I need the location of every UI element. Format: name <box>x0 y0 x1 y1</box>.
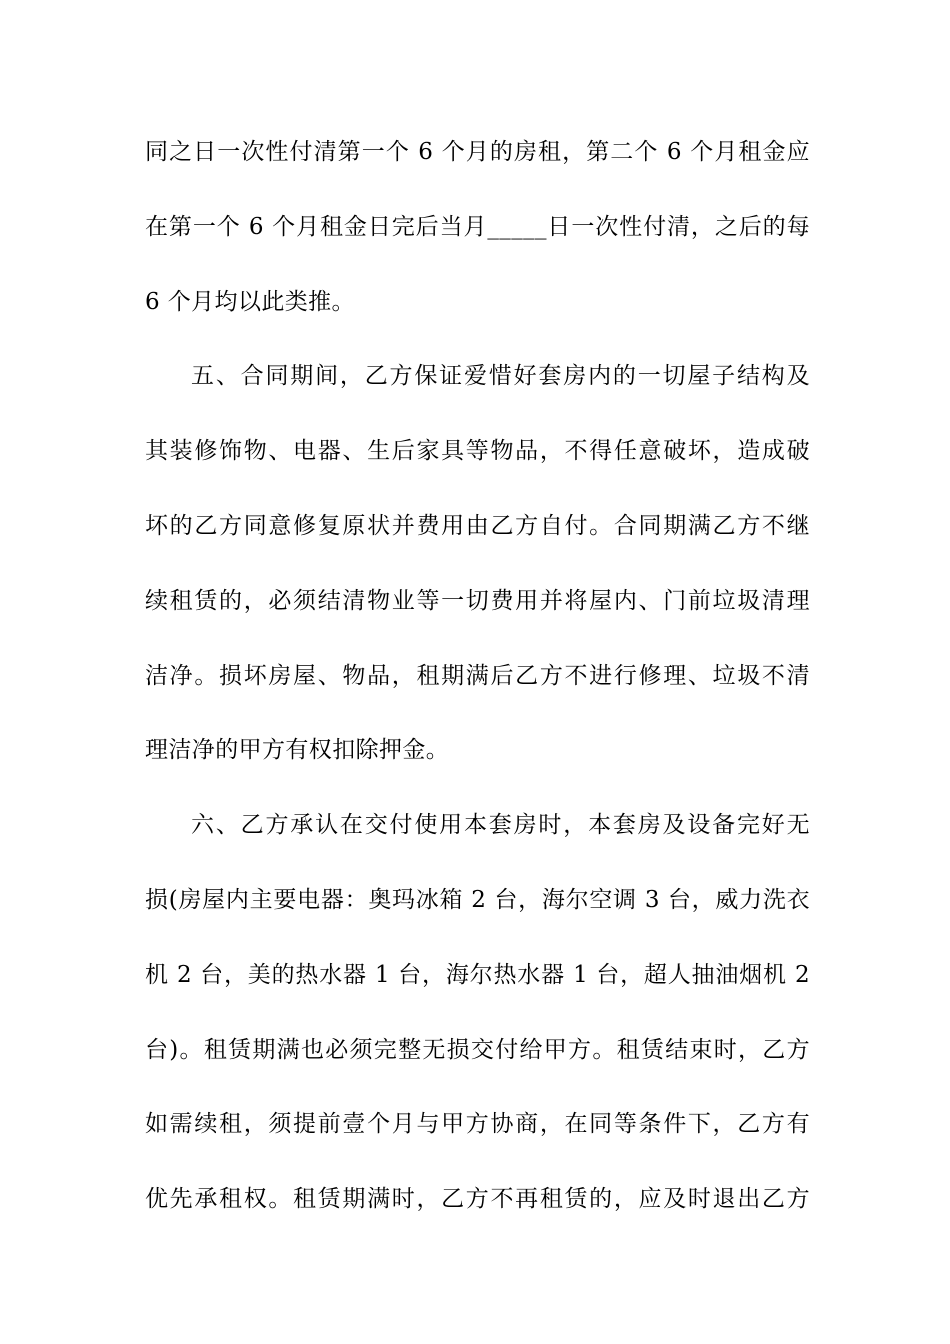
text-line: 6 个月均以此类推。 <box>145 288 355 315</box>
contract-body-text <box>145 128 810 1250</box>
text-line: 如需续租，须提前壹个月与甲方协商，在同等条件下，乙方有 <box>145 1111 810 1138</box>
text-line: 同之日一次性付清第一个 6 个月的房租，第二个 6 个月租金应 <box>145 139 810 165</box>
clause-five-first-line: 五、合同期间，乙方保证爱惜好套房内的一切屋子结构及 <box>191 363 810 390</box>
text-line: 洁净。损坏房屋、物品，租期满后乙方不进行修理、垃圾不清 <box>145 662 810 689</box>
text-line: 坏的乙方同意修复原状并费用由乙方自付。合同期满乙方不继 <box>145 512 810 539</box>
clause-six-first-line: 六、乙方承认在交付使用本套房时，本套房及设备完好无 <box>191 812 810 839</box>
text-line: 损(房屋内主要电器：奥玛冰箱 2 台，海尔空调 3 台，威力洗衣 <box>145 886 810 913</box>
text-line: 续租赁的，必须结清物业等一切费用并将屋内、门前垃圾清理 <box>145 587 810 614</box>
text-line: 其装修饰物、电器、生后家具等物品，不得任意破坏，造成破 <box>145 438 810 465</box>
text-line: 机 2 台，美的热水器 1 台，海尔热水器 1 台，超人抽油烟机 2 <box>145 961 810 988</box>
text-line: 理洁净的甲方有权扣除押金。 <box>145 737 450 764</box>
text-line: 在第一个 6 个月租金日完后当月_____日一次性付清，之后的每 <box>145 213 810 240</box>
text-line: 台)。租赁期满也必须完整无损交付给甲方。租赁结束时，乙方 <box>145 1036 810 1063</box>
text-line: 优先承租权。租赁期满时，乙方不再租赁的，应及时退出乙方 <box>145 1186 810 1213</box>
